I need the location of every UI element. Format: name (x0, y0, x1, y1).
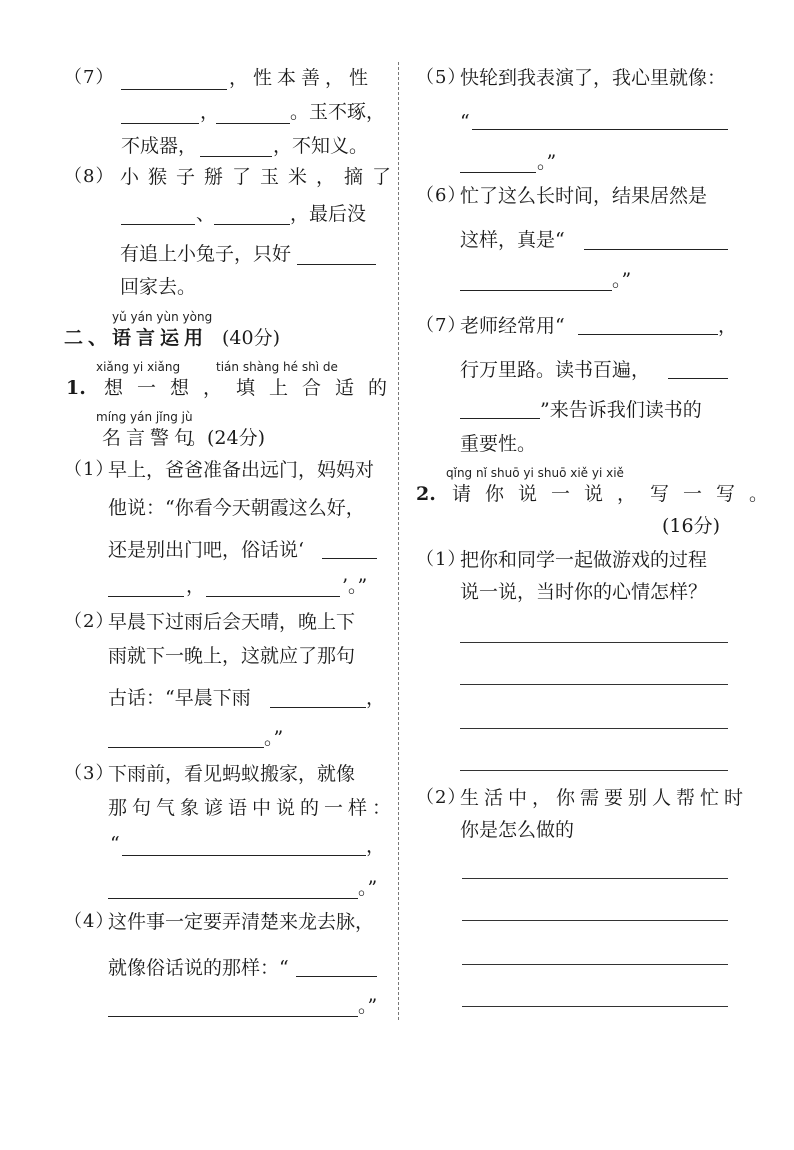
question-text: 忙了这么长时间，结果居然是 (460, 185, 708, 207)
writing-line[interactable] (462, 920, 728, 921)
answer-blank[interactable] (121, 123, 199, 124)
column-divider (398, 62, 399, 1020)
question-text: 把你和同学一起做游戏的过程 (460, 549, 708, 571)
pinyin-annotation: míng yán jǐng jù (96, 410, 193, 424)
answer-blank[interactable] (121, 89, 227, 90)
question-text: ， (200, 101, 220, 123)
pinyin-annotation: tián shàng hé shì de (216, 360, 338, 374)
question-text: 重要性。 (460, 433, 537, 455)
question-text: 行万里路。读书百遍， (460, 359, 651, 381)
question-text: 下雨前，看见蚂蚁搬家，就像 (108, 763, 356, 785)
question-text: 还是别出门吧，俗话说‘ (108, 539, 305, 561)
question-text: 。” (358, 877, 378, 899)
question-text: 小猴子掰了玉米，摘了 (120, 166, 401, 188)
question-text: 这件事一定要弄清楚来龙去脉， (108, 911, 375, 933)
answer-blank[interactable] (578, 334, 718, 335)
question-text: 回家去。 (120, 276, 197, 298)
answer-blank[interactable] (122, 855, 366, 856)
question-number: （1） (416, 549, 467, 570)
task-score: 。(24分) (188, 427, 266, 449)
writing-line[interactable] (462, 1006, 728, 1007)
question-text: 说一说，当时你的心情怎样？ (460, 581, 708, 603)
answer-blank[interactable] (121, 224, 195, 225)
question-number: （6） (416, 185, 467, 206)
answer-blank[interactable] (472, 129, 728, 130)
question-text: ’。” (342, 575, 368, 597)
writing-line[interactable] (460, 684, 728, 685)
answer-blank[interactable] (297, 264, 376, 265)
question-number: （2） (64, 611, 115, 632)
question-text: 生活中，你需要别人帮忙时 (460, 787, 749, 809)
question-text: 古话：“早晨下雨 (108, 687, 251, 709)
section-title: 二、语言运用 (64, 327, 209, 349)
question-text: 这样，真是“ (460, 229, 565, 251)
task-text: 请你说一说，写一写。 (452, 483, 783, 505)
question-number: （8） (64, 166, 115, 187)
answer-blank[interactable] (108, 747, 264, 748)
question-text: 。” (358, 995, 378, 1017)
writing-line[interactable] (462, 878, 728, 879)
question-text: 老师经常用“ (460, 315, 565, 337)
question-text: 不成器， (121, 135, 198, 157)
question-text: ，不知义。 (273, 135, 369, 157)
task-text: 名言警句 (102, 427, 199, 449)
question-text: 他说：“你看今天朝霞这么好， (108, 497, 365, 519)
answer-blank[interactable] (668, 378, 728, 379)
question-text: 早晨下过雨后会天晴，晚上下 (108, 611, 356, 633)
section-score: (40分) (222, 327, 281, 349)
question-text: 快轮到我表演了，我心里就像： (460, 67, 727, 89)
question-text: 就像俗话说的那样：“ (108, 957, 289, 979)
writing-line[interactable] (460, 770, 728, 771)
question-text: 那句气象谚语中说的一样： (108, 797, 397, 819)
question-number: （3） (64, 763, 115, 784)
question-number: （7） (64, 67, 115, 88)
task-score: (16分) (662, 515, 721, 537)
question-text: ， (366, 687, 386, 709)
answer-blank[interactable] (584, 249, 728, 250)
question-number: （5） (416, 67, 467, 88)
answer-blank[interactable] (460, 290, 612, 291)
pinyin-annotation: xiǎng yi xiǎng (96, 360, 181, 374)
answer-blank[interactable] (214, 224, 290, 225)
task-number: 2. (416, 483, 436, 505)
pinyin-annotation: yǔ yán yùn yòng (112, 310, 213, 324)
question-text: ， (186, 575, 206, 597)
answer-blank[interactable] (270, 707, 366, 708)
task-text: 想一想，填上合适的 (104, 377, 402, 399)
question-number: （4） (64, 911, 115, 932)
answer-blank[interactable] (460, 418, 540, 419)
writing-line[interactable] (460, 642, 728, 643)
question-number: （7） (416, 315, 467, 336)
answer-blank[interactable] (460, 172, 536, 173)
question-text: 。” (537, 151, 557, 173)
answer-blank[interactable] (216, 123, 290, 124)
pinyin-annotation: qǐng nǐ shuō yi shuō xiě yi xiě (446, 466, 624, 480)
question-text: ， (718, 315, 738, 337)
question-text: “ (460, 111, 470, 133)
answer-blank[interactable] (206, 596, 340, 597)
question-text: 。” (264, 727, 284, 749)
question-text: 。玉不琢， (290, 101, 386, 123)
question-text: 雨就下一晚上，这就应了那句 (108, 645, 356, 667)
question-text: “ (110, 833, 120, 855)
question-text: ，最后没 (290, 203, 367, 225)
answer-blank[interactable] (322, 558, 377, 559)
question-number: （1） (64, 459, 115, 480)
writing-line[interactable] (460, 728, 728, 729)
question-text: 你是怎么做的 (460, 819, 575, 841)
question-text: 。” (612, 269, 632, 291)
answer-blank[interactable] (200, 156, 272, 157)
question-text: ，性本善，性 (229, 67, 374, 89)
question-text: 有追上小兔子，只好 (120, 243, 292, 265)
question-text: ”来告诉我们读书的 (540, 399, 702, 421)
task-number: 1. (66, 377, 86, 399)
writing-line[interactable] (462, 964, 728, 965)
question-text: ， (366, 835, 386, 857)
question-text: 早上，爸爸准备出远门，妈妈对 (108, 459, 375, 481)
answer-blank[interactable] (296, 976, 377, 977)
answer-blank[interactable] (108, 898, 358, 899)
question-number: （2） (416, 787, 467, 808)
answer-blank[interactable] (108, 596, 184, 597)
question-text: 、 (196, 203, 216, 225)
answer-blank[interactable] (108, 1016, 358, 1017)
